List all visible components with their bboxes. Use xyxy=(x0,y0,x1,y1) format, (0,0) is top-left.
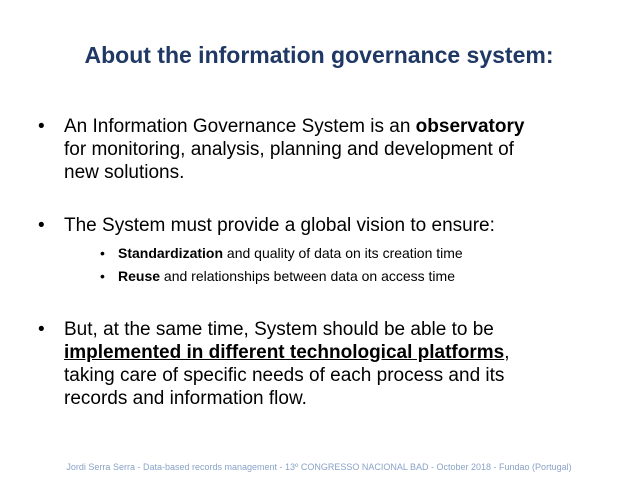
bold-term-standardization: Standardization xyxy=(118,245,224,261)
bullet-dot: • xyxy=(38,116,45,137)
bullet-text xyxy=(64,318,616,410)
bold-term-observatory: observatory xyxy=(415,116,525,137)
sub-bullet-text xyxy=(118,243,463,263)
bullet-line: taking care of specific needs of each process and its xyxy=(64,365,505,386)
sub-bullet-rest: and relationships between data on access time xyxy=(160,268,455,284)
bold-term-reuse: Reuse xyxy=(118,268,161,284)
bullet-line: records and information flow. xyxy=(64,388,307,409)
bullet-text-segment: An Information Governance System is an xyxy=(64,116,416,137)
bullet-line: But, at the same time, System should be able to be xyxy=(64,319,494,340)
sub-bullet-dot: • xyxy=(100,268,105,284)
bold-underlined-term-platforms: implemented in different technological platforms xyxy=(64,342,505,363)
sub-bullet-text xyxy=(118,266,455,286)
bullet-text xyxy=(64,115,616,184)
bullet-dot: • xyxy=(38,319,45,340)
slide-title: About the information governance system: xyxy=(84,42,554,68)
bullet-line: for monitoring, analysis, planning and development of xyxy=(64,139,514,160)
bullet-line: new solutions. xyxy=(64,162,185,183)
bullet-dot: • xyxy=(38,215,45,236)
sub-bullet-dot: • xyxy=(100,245,105,261)
bullet-line xyxy=(64,341,616,364)
bullet-text-segment: , xyxy=(504,342,510,363)
bullet-line: The System must provide a global vision to ensure: xyxy=(64,215,495,236)
bullet-line xyxy=(64,115,616,138)
bullet-text xyxy=(64,214,616,237)
sub-bullet-rest: and quality of data on its creation time xyxy=(223,245,463,261)
slide-footer: Jordi Serra Serra - Data-based records management - 13º CONGRESSO NACIONAL BAD - October 2018 - Fundao (Portugal) xyxy=(66,462,572,472)
